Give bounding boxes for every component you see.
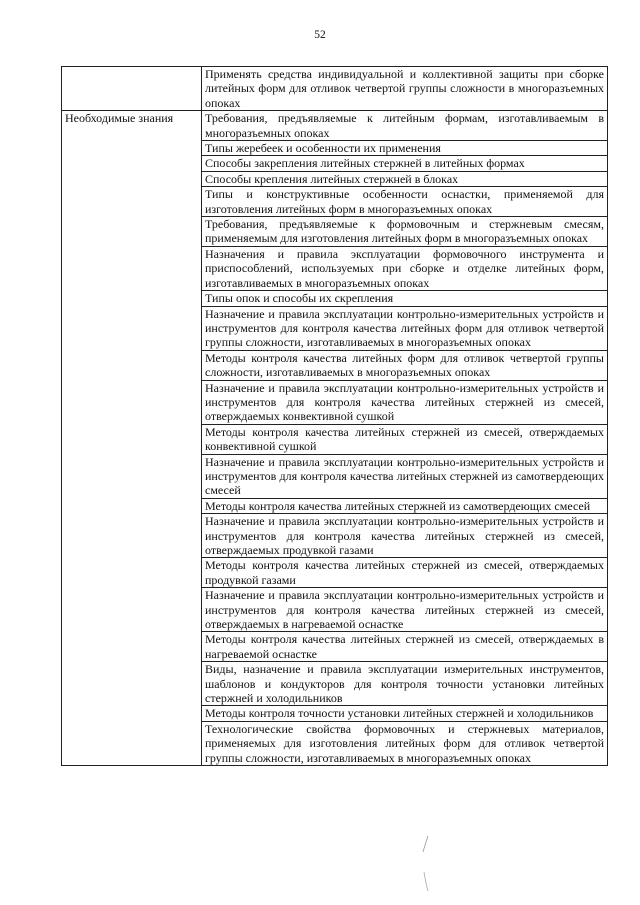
requirements-table-body [62, 67, 608, 766]
row-text: Способы крепления литейных стержней в блоках [202, 171, 608, 186]
row-text: Методы контроля качества литейных стержней из смесей, отверждаемых конвективной сушкой [202, 424, 608, 454]
pen-mark-icon [410, 834, 450, 894]
row-text: Типы и конструктивные особенности оснастки, применяемой для изготовления литейных форм в многоразъемных опоках [202, 187, 608, 217]
row-text: Виды, назначение и правила эксплуатации измерительных инструментов, шаблонов и кондукторов для контроля точности установки литейных стержней и холодильников [202, 662, 608, 706]
row-text: Типы жеребеек и особенности их применения [202, 141, 608, 156]
row-text: Методы контроля точности установки литейных стержней и холодильников [202, 706, 608, 721]
row-text: Требования, предъявляемые к литейным формам, изготавливаемым в многоразъемных опоках [202, 111, 608, 141]
row-label [62, 67, 202, 111]
row-label-knowledge: Необходимые знания [62, 111, 202, 766]
row-text: Назначение и правила эксплуатации контрольно-измерительных устройств и инструментов для контроля качества литейных стержней из смесей, отверждаемых продувкой газами [202, 514, 608, 558]
row-text: Назначение и правила эксплуатации контрольно-измерительных устройств и инструментов для контроля качества литейных стержней из смесей, отверждаемых конвективной сушкой [202, 380, 608, 424]
row-text: Назначение и правила эксплуатации контрольно-измерительных устройств и инструментов для контроля качества литейных стержней из самотвердеющих смесей [202, 454, 608, 498]
row-text: Методы контроля качества литейных стержней из самотвердеющих смесей [202, 498, 608, 513]
requirements-table [61, 66, 608, 766]
row-text: Назначение и правила эксплуатации контрольно-измерительных устройств и инструментов для контроля качества литейных стержней из смесей, отверждаемых в нагреваемой оснастке [202, 588, 608, 632]
row-text: Применять средства индивидуальной и коллективной защиты при сборке литейных форм для отливок четвертой группы сложности в многоразъемных опоках [202, 67, 608, 111]
row-text: Методы контроля качества литейных форм для отливок четвертой группы сложности, изготавливаемых в многоразъемных опоках [202, 350, 608, 380]
table-row [62, 111, 608, 141]
row-text: Способы закрепления литейных стержней в литейных формах [202, 156, 608, 171]
row-text: Типы опок и способы их скрепления [202, 291, 608, 306]
table-row [62, 67, 608, 111]
row-text: Назначение и правила эксплуатации контрольно-измерительных устройств и инструментов для контроля качества литейных форм для отливок четвертой группы сложности, изготавливаемых в многоразъемных опоках [202, 306, 608, 350]
row-text: Назначения и правила эксплуатации формовочного инструмента и приспособлений, используемых при сборке и отделке литейных форм, изготавливаемых в многоразъемных опоках [202, 246, 608, 290]
row-text: Методы контроля качества литейных стержней из смесей, отверждаемых в нагреваемой оснастке [202, 632, 608, 662]
row-text: Технологические свойства формовочных и стержневых материалов, применяемых для изготовления литейных форм для отливок четвертой группы сложности, изготавливаемых в многоразъемных опоках [202, 721, 608, 765]
row-text: Требования, предъявляемые к формовочным и стержневым смесям, применяемым для изготовления литейных форм в многоразъемных опоках [202, 217, 608, 247]
page-number: 52 [314, 29, 326, 41]
row-text: Методы контроля качества литейных стержней из смесей, отверждаемых продувкой газами [202, 558, 608, 588]
